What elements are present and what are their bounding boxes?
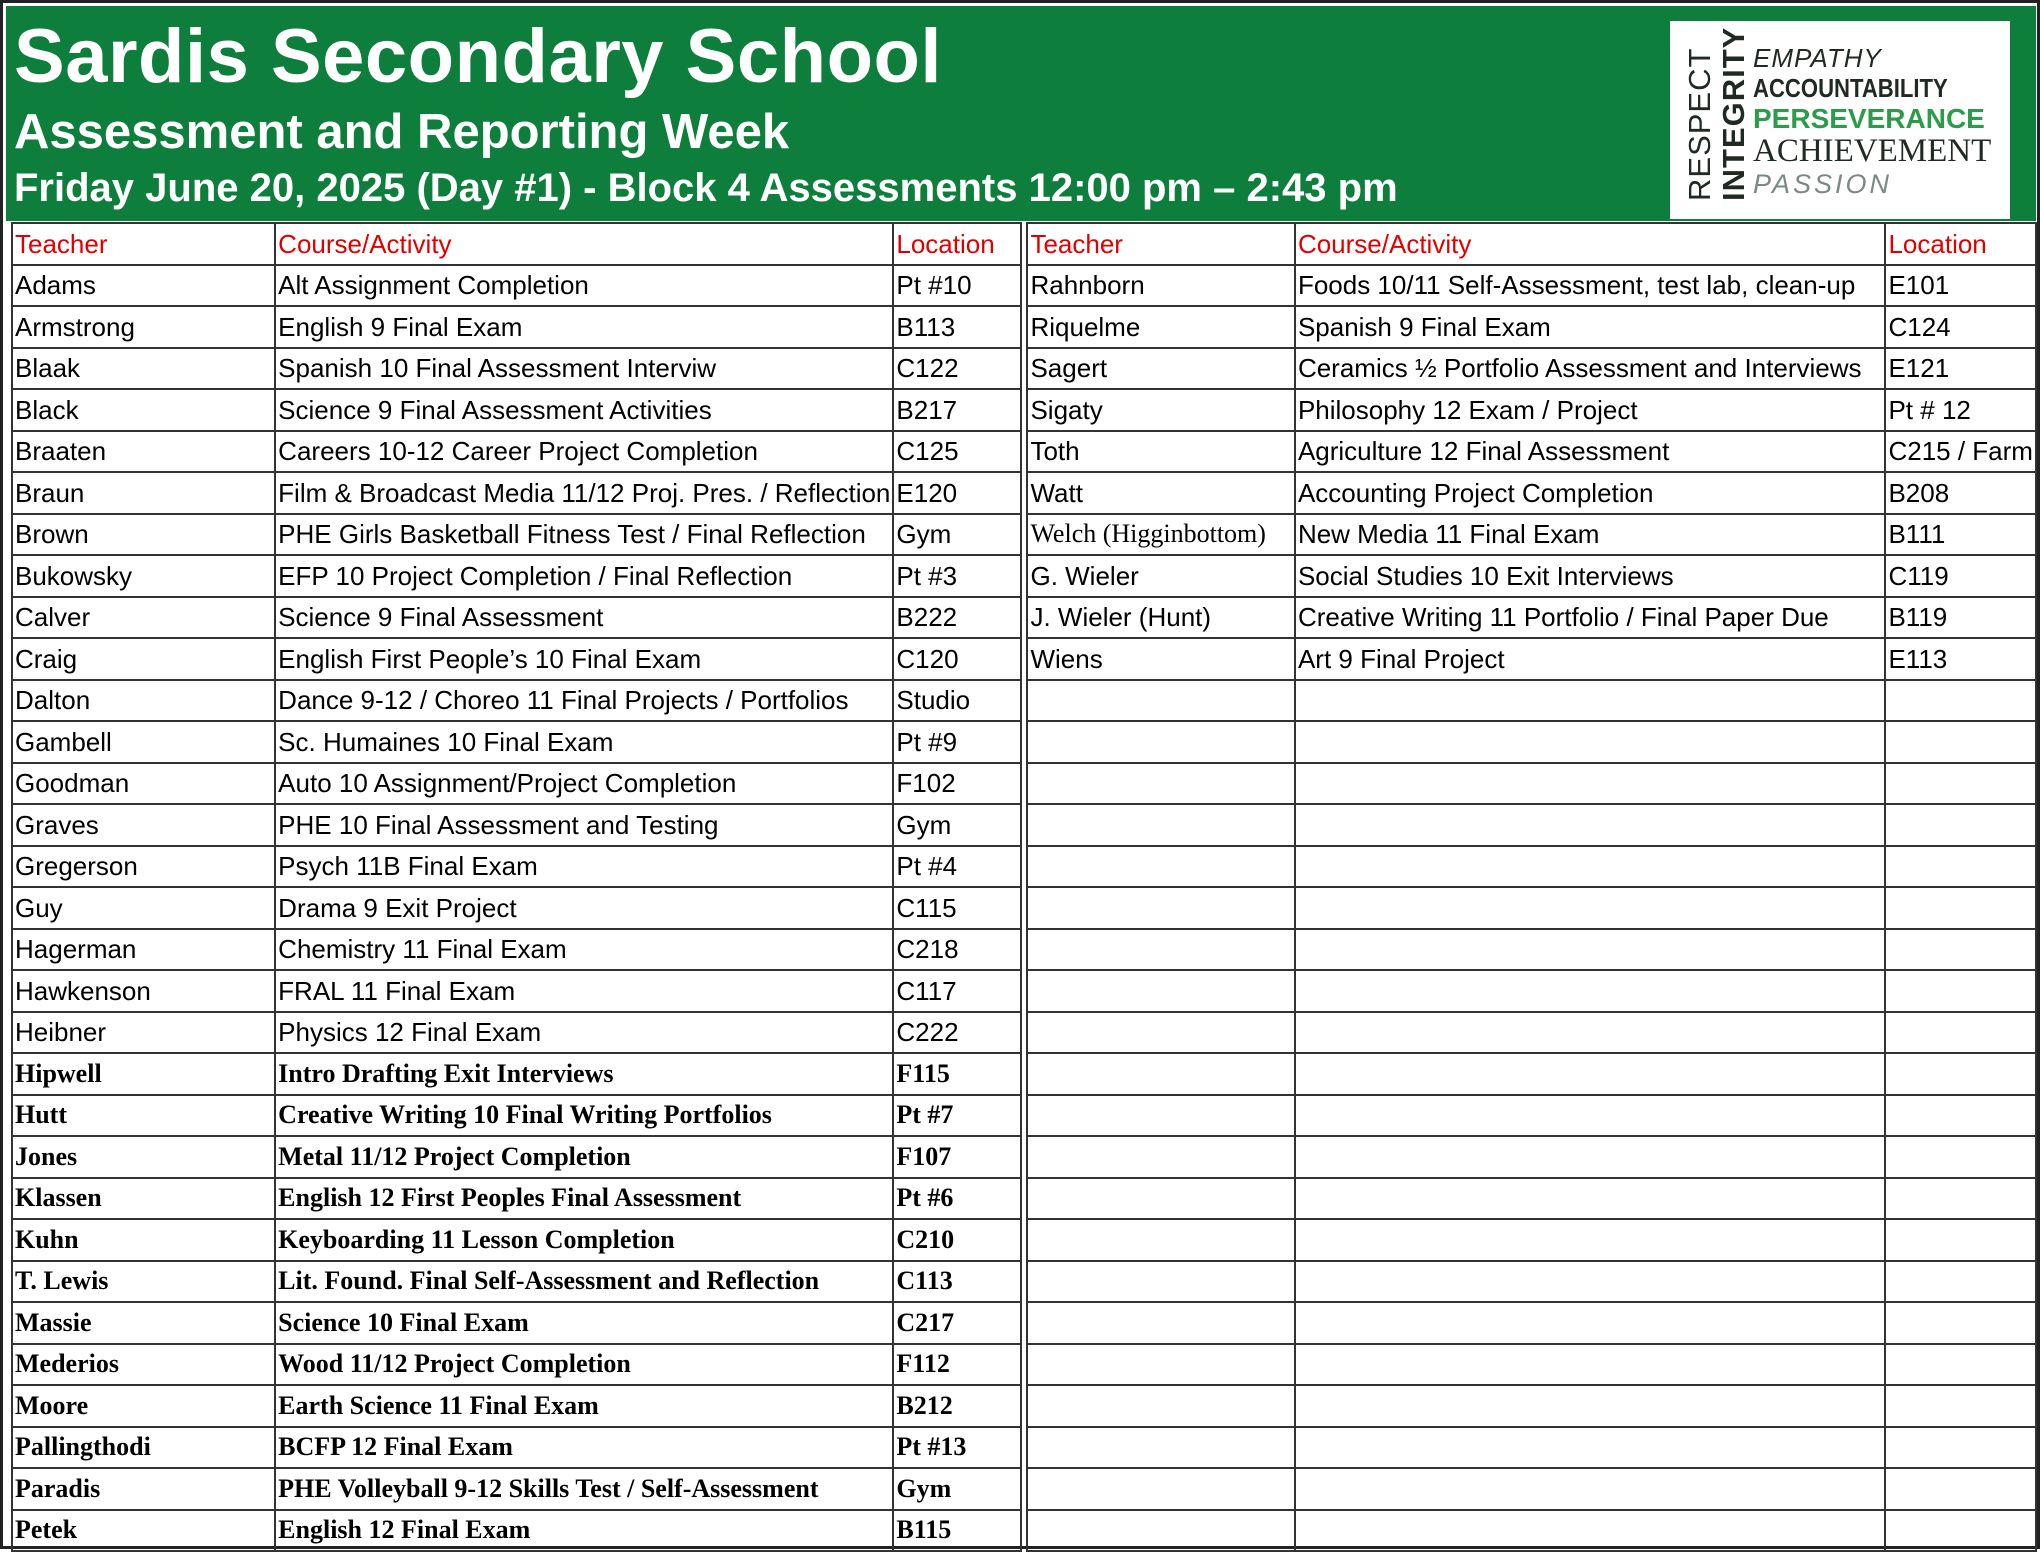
cell-teacher: Moore <box>12 1385 275 1427</box>
cell-teacher <box>1027 970 1294 1012</box>
cell-location: E113 <box>1885 638 2036 680</box>
table-row <box>12 1261 2036 1303</box>
cell-location: B113 <box>893 306 1020 348</box>
cell-location: C120 <box>893 638 1020 680</box>
cell-course <box>1295 1053 1886 1095</box>
cell-course <box>1295 721 1886 763</box>
column-header-teacher: Teacher <box>12 223 275 265</box>
cell-course <box>1295 1261 1886 1303</box>
cell-location: B111 <box>1885 514 2036 556</box>
cell-location: Pt #9 <box>893 721 1020 763</box>
date-block-line: Friday June 20, 2025 (Day #1) - Block 4 Assessments 12:00 pm – 2:43 pm <box>14 166 1398 210</box>
column-gap <box>1021 348 1028 390</box>
table-row <box>12 472 2036 514</box>
column-header-location: Location <box>893 223 1020 265</box>
cell-location: Pt # 12 <box>1885 389 2036 431</box>
table-row <box>12 1095 2036 1137</box>
cell-teacher: Blaak <box>12 348 275 390</box>
column-gap <box>1021 1510 1028 1552</box>
column-gap <box>1021 1344 1028 1386</box>
cell-course <box>1295 1344 1886 1386</box>
cell-location: C215 / Farm <box>1885 431 2036 473</box>
column-gap <box>1021 846 1028 888</box>
cell-location <box>1885 1219 2036 1261</box>
cell-location: Pt #3 <box>893 555 1020 597</box>
cell-course <box>1295 1510 1886 1552</box>
cell-location: E101 <box>1885 265 2036 307</box>
column-gap <box>1021 970 1028 1012</box>
column-gap <box>1021 431 1028 473</box>
page-title: Sardis Secondary School <box>14 14 943 99</box>
cell-location: C122 <box>893 348 1020 390</box>
cell-location <box>1885 1261 2036 1303</box>
column-gap <box>1021 306 1028 348</box>
cell-teacher: Jones <box>12 1136 275 1178</box>
cell-course <box>1295 1385 1886 1427</box>
table-row <box>12 431 2036 473</box>
cell-course: Art 9 Final Project <box>1295 638 1886 680</box>
cell-teacher: Wiens <box>1027 638 1294 680</box>
cell-teacher: Braaten <box>12 431 275 473</box>
cell-location: C119 <box>1885 555 2036 597</box>
cell-location <box>1885 1012 2036 1054</box>
cell-course <box>1295 1219 1886 1261</box>
cell-location <box>1885 1510 2036 1552</box>
cell-course: Earth Science 11 Final Exam <box>275 1385 893 1427</box>
table-row <box>12 597 2036 639</box>
cell-location <box>1885 1468 2036 1510</box>
cell-teacher: Dalton <box>12 680 275 722</box>
column-gap <box>1021 721 1028 763</box>
cell-location: C113 <box>893 1261 1020 1303</box>
cell-location: Studio <box>893 680 1020 722</box>
cell-location: C222 <box>893 1012 1020 1054</box>
table-row <box>12 1178 2036 1220</box>
cell-teacher <box>1027 1344 1294 1386</box>
cell-teacher <box>1027 1178 1294 1220</box>
cell-course <box>1295 846 1886 888</box>
cell-teacher: Gambell <box>12 721 275 763</box>
cell-course: BCFP 12 Final Exam <box>275 1427 893 1469</box>
cell-location: C125 <box>893 431 1020 473</box>
cell-location <box>1885 887 2036 929</box>
cell-course: New Media 11 Final Exam <box>1295 514 1886 556</box>
cell-course: Alt Assignment Completion <box>275 265 893 307</box>
table-row <box>12 1344 2036 1386</box>
cell-location <box>1885 721 2036 763</box>
cell-teacher: Sagert <box>1027 348 1294 390</box>
cell-teacher: Sigaty <box>1027 389 1294 431</box>
cell-course <box>1295 1427 1886 1469</box>
cell-location: Pt #6 <box>893 1178 1020 1220</box>
table-row <box>12 1136 2036 1178</box>
cell-location: C217 <box>893 1302 1020 1344</box>
table-row <box>12 1012 2036 1054</box>
column-gap <box>1021 804 1028 846</box>
cell-location <box>1885 1178 2036 1220</box>
cell-location <box>1885 1053 2036 1095</box>
cell-course: Agriculture 12 Final Assessment <box>1295 431 1886 473</box>
cell-teacher <box>1027 1468 1294 1510</box>
cell-teacher: Massie <box>12 1302 275 1344</box>
cell-course: Psych 11B Final Exam <box>275 846 893 888</box>
cell-location: B212 <box>893 1385 1020 1427</box>
table-row <box>12 348 2036 390</box>
cell-course <box>1295 1468 1886 1510</box>
cell-teacher <box>1027 680 1294 722</box>
column-gap <box>1021 389 1028 431</box>
cell-course: Film & Broadcast Media 11/12 Proj. Pres. / Reflection <box>275 472 893 514</box>
cell-course: Social Studies 10 Exit Interviews <box>1295 555 1886 597</box>
cell-location: Gym <box>893 514 1020 556</box>
column-gap <box>1021 555 1028 597</box>
cell-teacher: Mederios <box>12 1344 275 1386</box>
cell-location: Pt #7 <box>893 1095 1020 1137</box>
cell-course: PHE 10 Final Assessment and Testing <box>275 804 893 846</box>
column-header-teacher: Teacher <box>1027 223 1294 265</box>
cell-teacher: Gregerson <box>12 846 275 888</box>
cell-location: C117 <box>893 970 1020 1012</box>
table-row <box>12 1302 2036 1344</box>
cell-course: Metal 11/12 Project Completion <box>275 1136 893 1178</box>
cell-course <box>1295 1136 1886 1178</box>
cell-course: Dance 9-12 / Choreo 11 Final Projects / Portfolios <box>275 680 893 722</box>
column-header-location: Location <box>1885 223 2036 265</box>
cell-teacher: Toth <box>1027 431 1294 473</box>
table-row <box>12 1427 2036 1469</box>
cell-location: Pt #10 <box>893 265 1020 307</box>
column-gap <box>1021 1385 1028 1427</box>
cell-location <box>1885 1427 2036 1469</box>
cell-course: Science 10 Final Exam <box>275 1302 893 1344</box>
cell-teacher: Riquelme <box>1027 306 1294 348</box>
cell-course <box>1295 1095 1886 1137</box>
cell-teacher: Paradis <box>12 1468 275 1510</box>
cell-teacher: Bukowsky <box>12 555 275 597</box>
cell-location <box>1885 1136 2036 1178</box>
cell-teacher <box>1027 1302 1294 1344</box>
cell-teacher <box>1027 1427 1294 1469</box>
column-gap <box>1021 1136 1028 1178</box>
cell-course: Intro Drafting Exit Interviews <box>275 1053 893 1095</box>
table-row <box>12 721 2036 763</box>
column-gap <box>1021 1261 1028 1303</box>
table-row <box>12 1053 2036 1095</box>
cell-teacher <box>1027 1385 1294 1427</box>
column-gap <box>1021 763 1028 805</box>
cell-course: Sc. Humaines 10 Final Exam <box>275 721 893 763</box>
cell-teacher: Hipwell <box>12 1053 275 1095</box>
cell-location <box>1885 1344 2036 1386</box>
table-row <box>12 306 2036 348</box>
column-gap <box>1021 1302 1028 1344</box>
cell-location: E120 <box>893 472 1020 514</box>
cell-location: Pt #4 <box>893 846 1020 888</box>
column-gap <box>1021 1095 1028 1137</box>
logo-word-achievement: ACHIEVEMENT <box>1753 133 1992 169</box>
cell-course: Accounting Project Completion <box>1295 472 1886 514</box>
column-gap <box>1021 514 1028 556</box>
cell-location: B208 <box>1885 472 2036 514</box>
cell-course <box>1295 887 1886 929</box>
cell-teacher: Heibner <box>12 1012 275 1054</box>
cell-location: Pt #13 <box>893 1427 1020 1469</box>
table-row <box>12 680 2036 722</box>
table-row <box>12 887 2036 929</box>
cell-location: C218 <box>893 929 1020 971</box>
cell-course <box>1295 1178 1886 1220</box>
cell-course: Philosophy 12 Exam / Project <box>1295 389 1886 431</box>
cell-course: Careers 10-12 Career Project Completion <box>275 431 893 473</box>
table-row <box>12 804 2036 846</box>
column-gap <box>1021 472 1028 514</box>
cell-teacher <box>1027 1053 1294 1095</box>
cell-location: B119 <box>1885 597 2036 639</box>
cell-course: Science 9 Final Assessment <box>275 597 893 639</box>
table-row <box>12 638 2036 680</box>
cell-course: Keyboarding 11 Lesson Completion <box>275 1219 893 1261</box>
cell-teacher: J. Wieler (Hunt) <box>1027 597 1294 639</box>
cell-course: Ceramics ½ Portfolio Assessment and Interviews <box>1295 348 1886 390</box>
cell-location: E121 <box>1885 348 2036 390</box>
table-row <box>12 1219 2036 1261</box>
cell-course <box>1295 763 1886 805</box>
cell-teacher: G. Wieler <box>1027 555 1294 597</box>
cell-teacher: Calver <box>12 597 275 639</box>
column-gap <box>1021 1178 1028 1220</box>
cell-location: C115 <box>893 887 1020 929</box>
cell-teacher: Brown <box>12 514 275 556</box>
column-gap <box>1021 265 1028 307</box>
cell-location: C210 <box>893 1219 1020 1261</box>
cell-location <box>1885 1095 2036 1137</box>
table-row <box>12 763 2036 805</box>
cell-location <box>1885 970 2036 1012</box>
cell-location <box>1885 680 2036 722</box>
cell-location: F107 <box>893 1136 1020 1178</box>
cell-location: Gym <box>893 804 1020 846</box>
cell-teacher <box>1027 1510 1294 1552</box>
cell-teacher: Watt <box>1027 472 1294 514</box>
cell-location <box>1885 763 2036 805</box>
logo-word-empathy: EMPATHY <box>1753 43 1882 73</box>
column-gap <box>1021 1427 1028 1469</box>
logo-word-integrity: INTEGRITY <box>1716 26 1751 201</box>
cell-course: Creative Writing 10 Final Writing Portfolios <box>275 1095 893 1137</box>
cell-course: EFP 10 Project Completion / Final Reflection <box>275 555 893 597</box>
column-gap <box>1021 929 1028 971</box>
cell-teacher <box>1027 1095 1294 1137</box>
table-row <box>12 1468 2036 1510</box>
table-row <box>12 929 2036 971</box>
table-row <box>12 265 2036 307</box>
cell-teacher <box>1027 763 1294 805</box>
cell-location: F112 <box>893 1344 1020 1386</box>
cell-location <box>1885 804 2036 846</box>
cell-course <box>1295 680 1886 722</box>
cell-course: English First People’s 10 Final Exam <box>275 638 893 680</box>
cell-course: Drama 9 Exit Project <box>275 887 893 929</box>
cell-course: Lit. Found. Final Self-Assessment and Reflection <box>275 1261 893 1303</box>
cell-course: PHE Girls Basketball Fitness Test / Final Reflection <box>275 514 893 556</box>
cell-course <box>1295 1302 1886 1344</box>
cell-teacher: Kuhn <box>12 1219 275 1261</box>
table-row <box>12 1385 2036 1427</box>
column-gap <box>1021 887 1028 929</box>
cell-location: B222 <box>893 597 1020 639</box>
cell-teacher <box>1027 1261 1294 1303</box>
school-values-logo <box>1670 21 2010 219</box>
table-row <box>12 1510 2036 1552</box>
cell-location <box>1885 846 2036 888</box>
cell-teacher: Graves <box>12 804 275 846</box>
cell-teacher: Goodman <box>12 763 275 805</box>
assessment-schedule-table <box>11 222 2037 1552</box>
cell-teacher <box>1027 887 1294 929</box>
cell-course: Chemistry 11 Final Exam <box>275 929 893 971</box>
column-gap <box>1021 1012 1028 1054</box>
cell-location: Gym <box>893 1468 1020 1510</box>
cell-course: FRAL 11 Final Exam <box>275 970 893 1012</box>
column-gap <box>1021 638 1028 680</box>
cell-teacher: Hagerman <box>12 929 275 971</box>
cell-teacher <box>1027 1012 1294 1054</box>
cell-teacher: Black <box>12 389 275 431</box>
table-row <box>12 514 2036 556</box>
cell-location: F102 <box>893 763 1020 805</box>
cell-teacher <box>1027 846 1294 888</box>
cell-teacher <box>1027 1136 1294 1178</box>
cell-location <box>1885 1302 2036 1344</box>
cell-teacher: Hawkenson <box>12 970 275 1012</box>
cell-course: Spanish 9 Final Exam <box>1295 306 1886 348</box>
header-row <box>12 223 2036 265</box>
cell-teacher: Welch (Higginbottom) <box>1027 514 1294 556</box>
cell-teacher: Guy <box>12 887 275 929</box>
cell-location: C124 <box>1885 306 2036 348</box>
cell-teacher: Adams <box>12 265 275 307</box>
cell-course: English 12 Final Exam <box>275 1510 893 1552</box>
cell-course: Auto 10 Assignment/Project Completion <box>275 763 893 805</box>
column-gap <box>1021 597 1028 639</box>
cell-teacher: Petek <box>12 1510 275 1552</box>
logo-word-accountability: ACCOUNTABILITY <box>1753 73 1948 103</box>
logo-word-passion: PASSION <box>1753 169 1893 199</box>
cell-teacher: Craig <box>12 638 275 680</box>
cell-course: Science 9 Final Assessment Activities <box>275 389 893 431</box>
column-gap <box>1021 1219 1028 1261</box>
logo-word-respect: RESPECT <box>1682 47 1717 201</box>
cell-teacher <box>1027 929 1294 971</box>
cell-course <box>1295 970 1886 1012</box>
cell-teacher: Armstrong <box>12 306 275 348</box>
table-row <box>12 555 2036 597</box>
logo-word-perseverance: PERSEVERANCE <box>1753 103 1985 134</box>
cell-teacher: Braun <box>12 472 275 514</box>
cell-teacher: Rahnborn <box>1027 265 1294 307</box>
cell-course: English 12 First Peoples Final Assessment <box>275 1178 893 1220</box>
cell-course: Spanish 10 Final Assessment Interviw <box>275 348 893 390</box>
cell-course: English 9 Final Exam <box>275 306 893 348</box>
cell-location: F115 <box>893 1053 1020 1095</box>
cell-location <box>1885 929 2036 971</box>
table-row <box>12 970 2036 1012</box>
cell-course <box>1295 804 1886 846</box>
column-header-course: Course/Activity <box>275 223 893 265</box>
column-gap <box>1021 1053 1028 1095</box>
cell-course: Physics 12 Final Exam <box>275 1012 893 1054</box>
column-gap <box>1021 680 1028 722</box>
cell-teacher: T. Lewis <box>12 1261 275 1303</box>
cell-location: B217 <box>893 389 1020 431</box>
cell-course <box>1295 1012 1886 1054</box>
cell-location <box>1885 1385 2036 1427</box>
cell-course: Foods 10/11 Self-Assessment, test lab, clean-up <box>1295 265 1886 307</box>
cell-teacher <box>1027 721 1294 763</box>
cell-course: Creative Writing 11 Portfolio / Final Paper Due <box>1295 597 1886 639</box>
cell-teacher <box>1027 804 1294 846</box>
column-gap <box>1021 223 1028 265</box>
cell-course: Wood 11/12 Project Completion <box>275 1344 893 1386</box>
cell-location: B115 <box>893 1510 1020 1552</box>
cell-teacher: Pallingthodi <box>12 1427 275 1469</box>
table-row <box>12 846 2036 888</box>
column-gap <box>1021 1468 1028 1510</box>
page-subtitle: Assessment and Reporting Week <box>14 105 790 159</box>
cell-course: PHE Volleyball 9-12 Skills Test / Self-Assessment <box>275 1468 893 1510</box>
cell-teacher: Klassen <box>12 1178 275 1220</box>
cell-course <box>1295 929 1886 971</box>
cell-teacher <box>1027 1219 1294 1261</box>
cell-teacher: Hutt <box>12 1095 275 1137</box>
column-header-course: Course/Activity <box>1295 223 1886 265</box>
table-row <box>12 389 2036 431</box>
